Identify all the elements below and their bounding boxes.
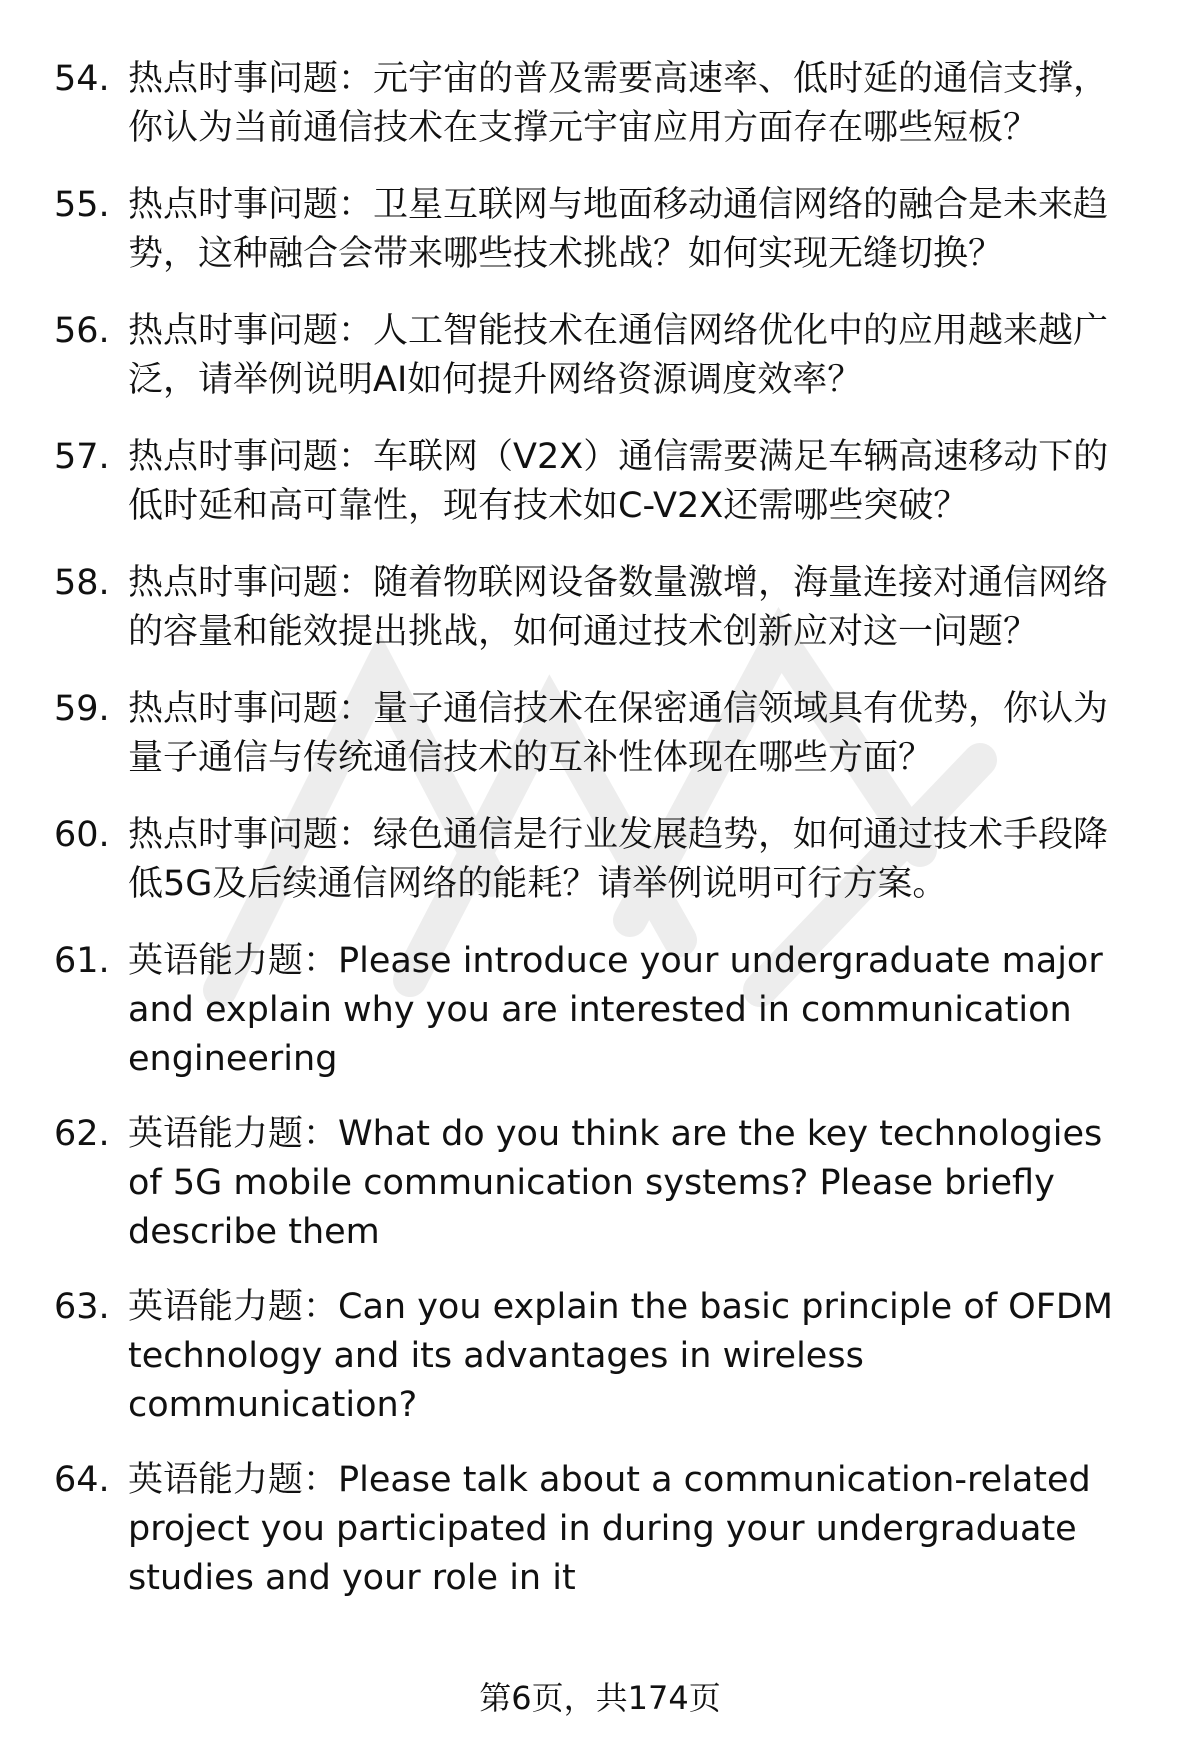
question-number: 61. [54, 941, 110, 981]
question-number: 56. [54, 311, 110, 351]
question-number: 55. [54, 185, 110, 225]
question-item-61 [0, 937, 1200, 1084]
question-item-60 [0, 811, 1200, 909]
question-number: 58. [54, 563, 110, 603]
question-item-62 [0, 1110, 1200, 1257]
question-text: 热点时事问题：卫星互联网与地面移动通信网络的融合是未来趋势，这种融合会带来哪些技术挑战？如何实现无缝切换？ [128, 185, 1109, 274]
question-item-59 [0, 685, 1200, 783]
question-item-64 [0, 1456, 1200, 1603]
question-number: 63. [54, 1287, 110, 1327]
question-number: 59. [54, 689, 110, 729]
question-item-58 [0, 559, 1200, 657]
question-item-57 [0, 433, 1200, 531]
question-text: 热点时事问题：随着物联网设备数量激增，海量连接对通信网络的容量和能效提出挑战，如何通过技术创新应对这一问题？ [128, 563, 1109, 652]
question-text: 热点时事问题：人工智能技术在通信网络优化中的应用越来越广泛，请举例说明AI如何提升网络资源调度效率？ [128, 311, 1109, 400]
question-text: 热点时事问题：量子通信技术在保密通信领域具有优势，你认为量子通信与传统通信技术的互补性体现在哪些方面？ [128, 689, 1109, 778]
question-text: 热点时事问题：元宇宙的普及需要高速率、低时延的通信支撑，你认为当前通信技术在支撑元宇宙应用方面存在哪些短板？ [128, 59, 1109, 148]
question-text: 热点时事问题：车联网（V2X）通信需要满足车辆高速移动下的低时延和高可靠性，现有技术如C-V2X还需哪些突破？ [128, 437, 1109, 526]
page-number-label: 第6页，共174页 [479, 1679, 721, 1717]
question-text: 英语能力题：Please introduce your undergraduate major and explain why you are interested in communication engineering [128, 941, 1103, 1079]
question-number: 60. [54, 815, 110, 855]
question-number: 64. [54, 1460, 110, 1500]
question-item-54 [0, 55, 1200, 153]
question-number: 54. [54, 59, 110, 99]
question-item-55 [0, 181, 1200, 279]
question-text: 英语能力题：What do you think are the key technologies of 5G mobile communication systems? Please briefly describe them [128, 1114, 1103, 1252]
question-number: 62. [54, 1114, 110, 1154]
question-text: 热点时事问题：绿色通信是行业发展趋势，如何通过技术手段降低5G及后续通信网络的能耗？请举例说明可行方案。 [128, 815, 1109, 904]
question-item-56 [0, 307, 1200, 405]
question-number: 57. [54, 437, 110, 477]
question-text: 英语能力题：Can you explain the basic principle of OFDM technology and its advantages in wireless communication? [128, 1287, 1114, 1425]
question-list [0, 55, 1200, 1629]
question-text: 英语能力题：Please talk about a communication-related project you participated in during your undergraduate studies and your role in it [128, 1460, 1091, 1598]
page-footer [0, 1678, 1200, 1718]
question-item-63 [0, 1283, 1200, 1430]
